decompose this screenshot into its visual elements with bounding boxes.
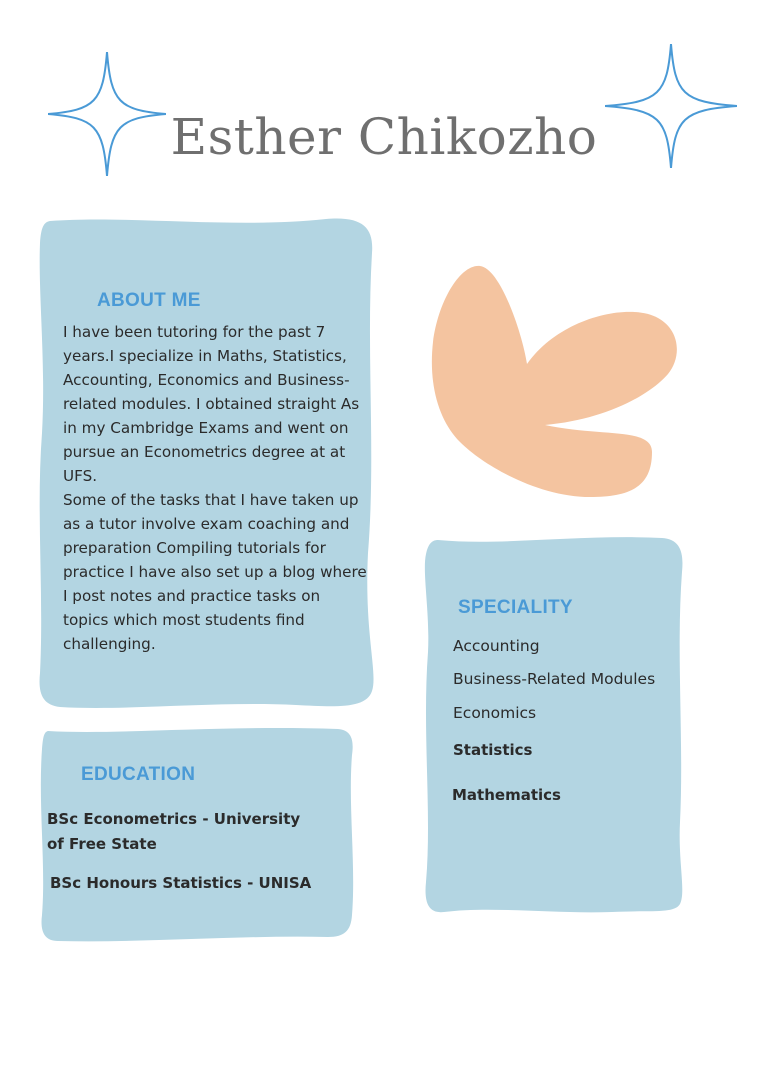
education-item-honours: BSc Honours Statistics - UNISA — [50, 874, 312, 892]
about-paragraph-1: I have been tutoring for the past 7 years.I specialize in Maths, Statistics, Accounting, Economics and Business-related modules. I obtained straight As in my Cambridge Exams and went on pursue an Econometrics degree at at UFS. — [63, 323, 360, 485]
speciality-card — [422, 532, 686, 916]
about-text — [63, 320, 368, 656]
about-heading: ABOUT ME — [97, 290, 201, 311]
education-item-econometrics: BSc Econometrics - University of Free State — [47, 810, 301, 853]
about-paragraph-2: Some of the tasks that I have taken up as a tutor involve exam coaching and preparation Compiling tutorials for practice I have also set up a blog where I post notes and practice tasks on topics which most students find challenging. — [63, 491, 367, 653]
speciality-item-statistics: Statistics — [453, 741, 533, 759]
speciality-item-business: Business-Related Modules — [453, 670, 656, 688]
education-heading: EDUCATION — [81, 764, 196, 785]
speciality-item-mathematics: Mathematics — [452, 786, 561, 804]
speciality-item-economics: Economics — [453, 704, 537, 722]
petal-decoration — [430, 262, 682, 500]
page-title: Esther Chikozho — [170, 108, 598, 166]
speciality-heading: SPECIALITY — [458, 597, 573, 618]
speciality-item-accounting: Accounting — [453, 637, 540, 655]
